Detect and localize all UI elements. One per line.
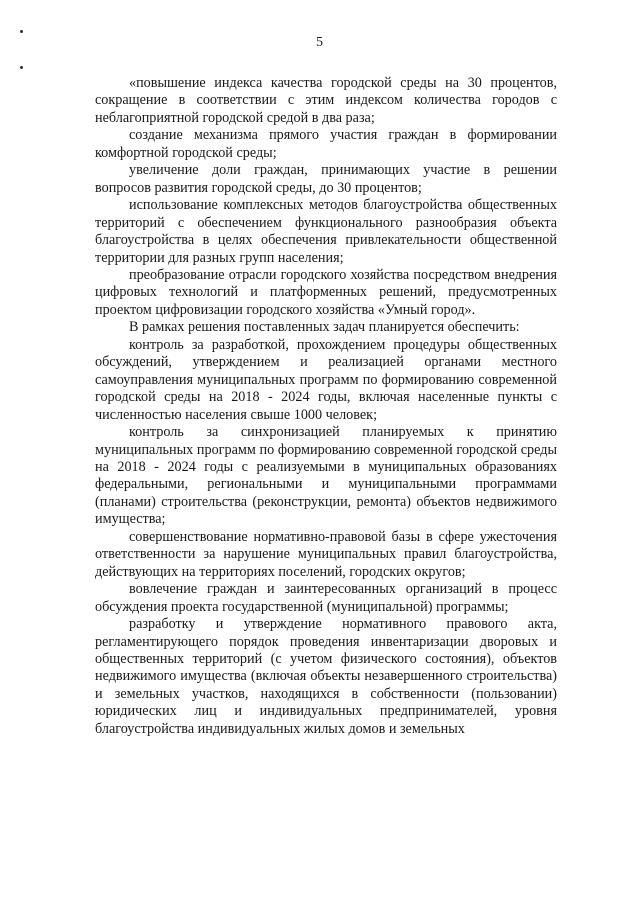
body-text bbox=[95, 75, 557, 738]
paragraph: разработку и утверждение нормативного правового акта, регламентирующего порядок проведения инвентаризации дворовых и общественных территорий (с учетом физического состояния), объектов недвижимого имущества (включая объекты незавершенного строительства) и земельных участков, находящихся в собственности (пользовании) юридических лиц и индивидуальных предпринимателей, уровня благоустройства индивидуальных жилых домов и земельных bbox=[95, 616, 557, 737]
paragraph: В рамках решения поставленных задач планируется обеспечить: bbox=[129, 319, 520, 336]
scan-speck bbox=[20, 66, 23, 69]
scan-speck bbox=[20, 30, 23, 33]
paragraph: «повышение индекса качества городской среды на 30 процентов, сокращение в соответствии с этим индексом количества городов с неблагоприятной городской средой в два раза; bbox=[95, 75, 557, 126]
paragraph: контроль за синхронизацией планируемых к принятию муниципальных программ по формированию современной городской среды на 2018 - 2024 годы с реализуемыми в муниципальных образованиях федеральными, региональными и муниципальными программами (планами) строительства (реконструкции, ремонта) объектов недвижимого имущества; bbox=[95, 424, 557, 528]
paragraph: использование комплексных методов благоустройства общественных территорий с обеспечением функционального разнообразия объекта благоустройства в целях обеспечения привлекательности общественной территории для разных групп населения; bbox=[95, 197, 557, 266]
paragraph: создание механизма прямого участия граждан в формировании комфортной городской среды; bbox=[95, 127, 557, 161]
page-number: 5 bbox=[316, 35, 323, 50]
paragraph: вовлечение граждан и заинтересованных организаций в процесс обсуждения проекта государственной (муниципальной) программы; bbox=[95, 581, 557, 615]
paragraph: преобразование отрасли городского хозяйства посредством внедрения цифровых технологий и платформенных решений, предусмотренных проектом цифровизации городского хозяйства «Умный город». bbox=[95, 266, 557, 318]
paragraph: совершенствование нормативно-правовой базы в сфере ужесточения ответственности за нарушение муниципальных правил благоустройства, действующих на территориях поселений, городских округов; bbox=[95, 528, 557, 580]
paragraph: увеличение доли граждан, принимающих участие в решении вопросов развития городской среды, до 30 процентов; bbox=[95, 162, 557, 196]
paragraph: контроль за разработкой, прохождением процедуры общественных обсуждений, утверждением и реализацией органами местного самоуправления муниципальных программ по формированию современной городской среды на 2018 - 2024 годы, включая населенные пункты с численностью населения свыше 1000 человек; bbox=[95, 336, 557, 423]
